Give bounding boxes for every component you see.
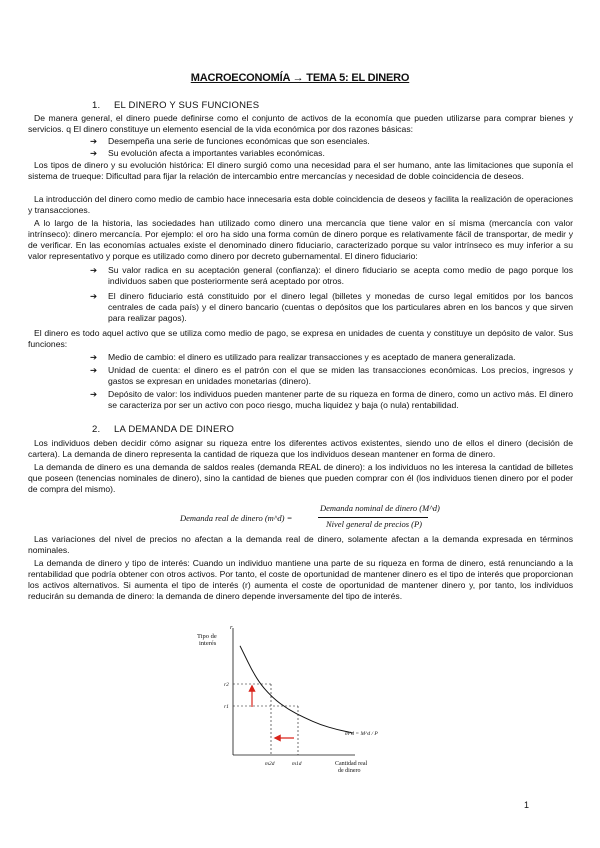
y-axis-label-line-2: interés (199, 640, 217, 647)
reason-text: Su evolución afecta a importantes variables económicas. (108, 148, 325, 158)
arrow-icon: ➔ (90, 352, 98, 362)
y-axis-label-line-1: Tipo de (197, 633, 217, 640)
section-1-paragraph-4: A lo largo de la historia, las sociedades han utilizado como dinero una mercancía que tiene valor en sí misma (mercancía con valor intrínseco): dinero mercancía. Por ejemplo: el oro ha sido una forma común de dinero porque es relativamente fácil de transportar, de medir y de verificar. En las economías actuales existe el denominado dinero fiduciario, caracterizado porque su valor intrínseco es muy inferior a su valor representativo y porque es utilizado como dinero por decreto gubernamental. El dinero fiduciario: (28, 218, 573, 261)
page-number: 1 (524, 800, 530, 810)
arrow-icon: ➔ (90, 265, 98, 275)
reason-text: Desempeña una serie de funciones económicas que son esenciales. (108, 136, 370, 146)
function-text: Medio de cambio: el dinero es utilizado para realizar transacciones y es aceptado de manera generalizada. (108, 352, 516, 362)
arrow-icon: ➔ (90, 291, 98, 301)
section-1-paragraph-2: Los tipos de dinero y su evolución histórica: El dinero surgió como una necesidad para el ser humano, ante las limitaciones que suponía el sistema de trueque: Dificultad para fijar la relación de intercambio entre mercancías y necesidad de doble coincidencia de deseos. (28, 160, 573, 181)
section-2-paragraph-2: La demanda de dinero es una demanda de saldos reales (demanda REAL de dinero): a los individuos no les interesa la cantidad de billetes que poseen (tenencias nominales de dinero), sino la cantidad de bienes que pueden comprar con él (los individuos tienen dinero por el poder de compra del mismo). (28, 462, 573, 494)
fiduciary-text: Su valor radica en su aceptación general (confianza): el dinero fiduciario se acepta como medio de pago porque los individuos saben que posteriormente será aceptado por otros. (108, 265, 573, 286)
function-text: Depósito de valor: los individuos pueden mantener parte de su riqueza en forma de dinero, como un activo más. El dinero se caracteriza por ser un activo con poco riesgo, mucha liquidez y baja (o nula) rentabilidad. (108, 389, 573, 410)
y-tick-r2: r2 (224, 682, 229, 688)
x-tick-m2: m2d (265, 761, 275, 767)
formula-lhs: Demanda real de dinero (m^d) = (180, 513, 293, 523)
x-axis-label-line-2: de dinero (338, 768, 361, 774)
function-item-3 (90, 389, 573, 411)
section-1-paragraph-5: El dinero es todo aquel activo que se utiliza como medio de pago, se expresa en unidades de cuenta y constituye un depósito de valor. Sus funciones: (28, 328, 573, 349)
section-2-title: LA DEMANDA DE DINERO (114, 424, 235, 435)
arrow-icon: ➔ (90, 365, 98, 375)
reason-item-2 (90, 148, 573, 159)
money-demand-chart (195, 620, 395, 780)
fiduciary-text: El dinero fiduciario está constituido por el dinero legal (billetes y monedas de curso legal emitidos por los bancos centrales de cada país) y el dinero bancario (cuentas o depósitos que los particulares abren en los bancos y que sirven para realizar pagos). (108, 291, 573, 323)
formula-numerator: Demanda nominal de dinero (M^d) (320, 503, 440, 513)
document-title: MACROECONOMÍA → TEMA 5: EL DINERO (190, 72, 410, 84)
section-2-paragraph-1: Los individuos deben decidir cómo asignar su riqueza entre los diferentes activos existentes, siendo uno de ellos el dinero (decisión de cartera). La demanda de dinero representa la cantidad de riqueza que los individuos desean mantener en forma de dinero. (28, 438, 573, 459)
section-1-heading (92, 100, 259, 111)
section-1-number: 1. (92, 100, 101, 111)
y-tick-r1: r1 (224, 704, 229, 710)
y-axis-symbol: r (230, 624, 233, 631)
section-1-paragraph-1: De manera general, el dinero puede definirse como el conjunto de activos de la economía que pueden utilizarse para comprar bienes y servicios. q El dinero constituye un elemento esencial de la vida económica por dos razones básicas: (28, 113, 573, 134)
x-axis-label-line-1: Cantidad real (335, 761, 368, 767)
arrow-icon: ➔ (90, 389, 98, 399)
real-money-demand-formula (180, 503, 440, 531)
arrow-icon: ➔ (90, 136, 98, 146)
section-2-number: 2. (92, 424, 101, 435)
section-2-heading (92, 424, 234, 435)
section-1-title: EL DINERO Y SUS FUNCIONES (114, 100, 260, 111)
fiduciary-item-2 (90, 291, 573, 324)
reason-item-1 (90, 136, 573, 147)
money-demand-curve (240, 646, 353, 733)
fiduciary-item-1 (90, 265, 573, 287)
fraction-bar (318, 517, 428, 518)
formula-denominator: Nivel general de precios (P) (326, 519, 422, 529)
arrow-icon: ➔ (90, 148, 98, 158)
section-2-paragraph-3: Las variaciones del nivel de precios no afectan a la demanda real de dinero, solamente afectan a la demanda expresada en términos nominales. (28, 534, 573, 555)
function-item-2 (90, 365, 573, 387)
section-2-paragraph-4: La demanda de dinero y tipo de interés: Cuando un individuo mantiene una parte de su riqueza en forma de dinero, está renunciando a la rentabilidad que podría obtener con otros activos. Por tanto, el coste de oportunidad de mantener dinero es el tipo de interés que proporcionan los activos alternativos. Si aumenta el tipo de interés (r) aumenta el coste de oportunidad de mantener dinero y, por tanto, los individuos reducirán su demanda de dinero: la demanda de dinero depende inversamente del tipo de interés. (28, 558, 573, 601)
x-tick-m1: m1d (292, 761, 302, 767)
function-text: Unidad de cuenta: el dinero es el patrón con el que se miden las transacciones económicas. Los precios, ingresos y gastos se expresan en unidades monetarias (dinero). (108, 365, 573, 386)
function-item-1 (90, 352, 573, 363)
curve-label: m^d = M^d / P (345, 731, 378, 737)
section-1-paragraph-3: La introducción del dinero como medio de cambio hace innecesaria esta doble coincidencia de deseos y facilita la realización de operaciones y transacciones. (28, 194, 573, 215)
